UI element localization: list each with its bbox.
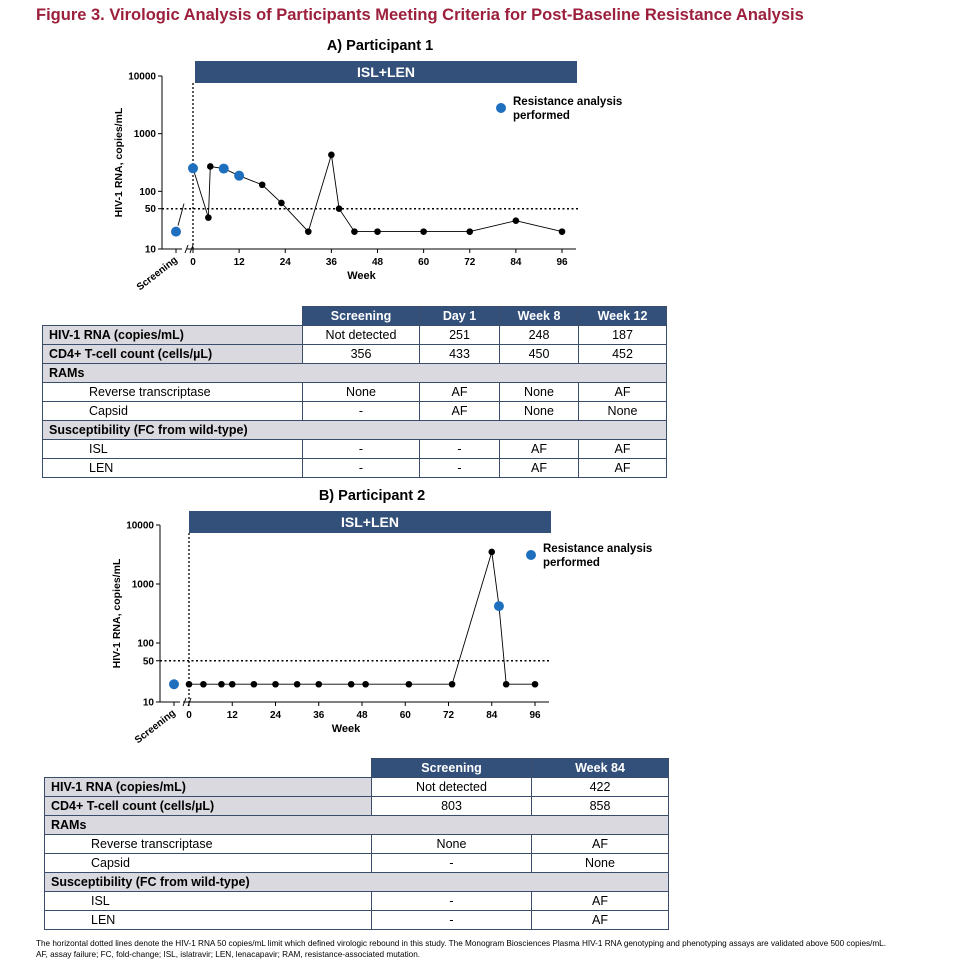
- table-cell-b: AF: [532, 835, 669, 854]
- table-row-label-a: ISL: [43, 440, 303, 459]
- screening-point-b: [169, 679, 179, 689]
- data-point-b: [532, 681, 539, 688]
- table-cell-a: AF: [500, 440, 579, 459]
- resistance-data-point-a: [219, 164, 229, 174]
- table-row-label-b: ISL: [45, 892, 372, 911]
- resistance-data-point-a: [234, 171, 244, 181]
- table-cell-a: AF: [420, 383, 500, 402]
- table-cell-b: AF: [532, 892, 669, 911]
- x-tick-label-a: 24: [279, 257, 291, 268]
- table-cell-b: 858: [532, 797, 669, 816]
- chart-participant-1: [0, 30, 974, 305]
- table-row-b: [45, 911, 669, 930]
- resistance-data-point-a: [188, 163, 198, 173]
- table-cell-b: -: [372, 911, 532, 930]
- data-point-a: [328, 152, 335, 159]
- data-point-b: [348, 681, 355, 688]
- table-cell-b: Not detected: [372, 778, 532, 797]
- table-header-row-a: [43, 307, 667, 326]
- footnote-line-1: The horizontal dotted lines denote the HIV-1 RNA 50 copies/mL limit which defined virologic rebound in this study. The Monogram Biosciences Plasma HIV-1 RNA genotyping and phenotyping assays are validated above 500 copies/mL.: [36, 939, 887, 948]
- legend-marker-b: [526, 550, 536, 560]
- table-cell-a: None: [303, 383, 420, 402]
- table-section-label-b: RAMs: [45, 816, 669, 835]
- screening-tick-label-b: Screening: [132, 707, 178, 747]
- table-row-label-b: LEN: [45, 911, 372, 930]
- table-cell-b: 803: [372, 797, 532, 816]
- table-cell-a: -: [420, 459, 500, 478]
- data-point-b: [218, 681, 225, 688]
- table-cell-a: -: [303, 440, 420, 459]
- table-row-a: [43, 402, 667, 421]
- data-point-a: [305, 228, 312, 235]
- data-point-a: [420, 228, 427, 235]
- data-point-b: [315, 681, 322, 688]
- y-axis-label-a: HIV-1 RNA, copies/mL: [113, 107, 125, 218]
- table-section-row-a: [43, 364, 667, 383]
- table-row-label-b: HIV-1 RNA (copies/mL): [45, 778, 372, 797]
- table-header-cell-a: Day 1: [420, 307, 500, 326]
- table-row-a: [43, 459, 667, 478]
- table-cell-b: None: [532, 854, 669, 873]
- table-cell-b: 422: [532, 778, 669, 797]
- x-tick-label-b: 12: [226, 710, 238, 721]
- data-point-a: [559, 228, 566, 235]
- table-section-label-a: RAMs: [43, 364, 667, 383]
- footnote: [36, 938, 964, 960]
- treatment-bar-label-a: ISL+LEN: [357, 64, 415, 80]
- table-row-label-a: CD4+ T-cell count (cells/µL): [43, 345, 303, 364]
- table-cell-a: 251: [420, 326, 500, 345]
- table-row-b: [45, 797, 669, 816]
- table-cell-a: AF: [579, 440, 667, 459]
- screening-connector-a: [178, 204, 184, 226]
- x-axis-label-a: Week: [347, 270, 376, 282]
- table-section-row-b: [45, 873, 669, 892]
- table-cell-a: None: [500, 402, 579, 421]
- table-row-label-b: Capsid: [45, 854, 372, 873]
- data-point-b: [272, 681, 279, 688]
- table-participant-2: [44, 758, 669, 930]
- table-row-a: [43, 383, 667, 402]
- table-header-blank-a: [43, 307, 303, 326]
- data-point-b: [229, 681, 236, 688]
- legend-label-b: Resistance analysis performed: [543, 543, 653, 569]
- table-cell-a: 187: [579, 326, 667, 345]
- x-tick-label-b: 60: [399, 710, 411, 721]
- x-tick-label-a: 12: [233, 257, 245, 268]
- x-tick-label-b: 48: [356, 710, 368, 721]
- data-point-b: [251, 681, 258, 688]
- table-cell-a: -: [420, 440, 500, 459]
- data-point-a: [205, 214, 212, 221]
- table-row-b: [45, 854, 669, 873]
- table-row-label-a: LEN: [43, 459, 303, 478]
- table-cell-a: AF: [500, 459, 579, 478]
- table-cell-a: AF: [579, 459, 667, 478]
- x-tick-label-b: 72: [442, 710, 455, 721]
- table-cell-a: 433: [420, 345, 500, 364]
- y-tick-label-a: 10000: [128, 71, 156, 83]
- table-section-row-a: [43, 421, 667, 440]
- legend-marker-a: [496, 103, 506, 113]
- table-header-cell-a: Week 8: [500, 307, 579, 326]
- x-tick-label-a: 60: [418, 257, 430, 268]
- table-row-b: [45, 835, 669, 854]
- table-cell-b: -: [372, 854, 532, 873]
- table-row-label-b: CD4+ T-cell count (cells/µL): [45, 797, 372, 816]
- data-point-b: [449, 681, 456, 688]
- data-point-b: [406, 681, 413, 688]
- table-cell-a: 356: [303, 345, 420, 364]
- y-axis-label-b: HIV-1 RNA, copies/mL: [111, 558, 123, 669]
- table-cell-b: -: [372, 892, 532, 911]
- table-cell-a: Not detected: [303, 326, 420, 345]
- resistance-data-point-b: [494, 601, 504, 611]
- data-point-a: [336, 205, 343, 212]
- x-tick-label-a: 96: [556, 257, 568, 268]
- table-row-label-a: Capsid: [43, 402, 303, 421]
- table-header-blank-b: [45, 759, 372, 778]
- x-axis-label-b: Week: [331, 723, 361, 735]
- x-tick-label-a: 72: [464, 257, 476, 268]
- y-tick-label-a: 1000: [133, 129, 156, 141]
- table-header-cell-a: Screening: [303, 307, 420, 326]
- table-cell-a: -: [303, 402, 420, 421]
- x-tick-label-a: 84: [510, 257, 522, 268]
- data-point-b: [186, 681, 193, 688]
- data-point-b: [294, 681, 301, 688]
- x-tick-label-b: 0: [186, 710, 192, 721]
- table-section-row-b: [45, 816, 669, 835]
- table-cell-a: AF: [579, 383, 667, 402]
- table-row-label-a: HIV-1 RNA (copies/mL): [43, 326, 303, 345]
- data-point-b: [503, 681, 510, 688]
- x-tick-label-a: 48: [371, 257, 384, 268]
- table-header-cell-a: Week 12: [579, 307, 667, 326]
- data-point-a: [351, 228, 358, 235]
- table-row-b: [45, 892, 669, 911]
- table-cell-a: None: [500, 383, 579, 402]
- x-tick-label-b: 96: [529, 710, 541, 721]
- series-line-a: [193, 155, 562, 232]
- data-point-b: [488, 549, 495, 556]
- table-row-a: [43, 326, 667, 345]
- x-tick-label-b: 84: [486, 710, 498, 721]
- legend-label-a: Resistance analysis performed: [513, 96, 623, 122]
- table-row-label-a: Reverse transcriptase: [43, 383, 303, 402]
- data-point-a: [207, 163, 214, 170]
- table-cell-a: None: [579, 402, 667, 421]
- table-header-cell-b: Screening: [372, 759, 532, 778]
- table-cell-b: AF: [532, 911, 669, 930]
- screening-tick-label-a: Screening: [134, 254, 180, 294]
- table-row-a: [43, 440, 667, 459]
- y-tick-label-b: 100: [137, 638, 154, 650]
- table-header-cell-b: Week 84: [532, 759, 669, 778]
- data-point-a: [513, 217, 520, 224]
- table-row-label-b: Reverse transcriptase: [45, 835, 372, 854]
- y-tick-label-b: 1000: [131, 579, 154, 591]
- table-row-a: [43, 345, 667, 364]
- x-tick-label-a: 36: [325, 257, 337, 268]
- data-point-a: [466, 228, 473, 235]
- table-row-b: [45, 778, 669, 797]
- x-tick-label-a: 0: [190, 257, 196, 268]
- screening-point-a: [171, 227, 181, 237]
- table-header-row-b: [45, 759, 669, 778]
- data-point-a: [278, 200, 285, 207]
- figure-title: Figure 3. Virologic Analysis of Participants Meeting Criteria for Post-Baseline Resistance Analysis: [36, 6, 804, 24]
- x-tick-label-b: 36: [313, 710, 325, 721]
- y-tick-label-b: 10000: [126, 520, 154, 532]
- chart-title-b: B) Participant 2: [318, 488, 426, 504]
- data-point-a: [374, 228, 381, 235]
- table-cell-a: 452: [579, 345, 667, 364]
- data-point-b: [200, 681, 207, 688]
- y-tick-label-a: 100: [139, 186, 156, 198]
- table-cell-a: -: [303, 459, 420, 478]
- table-participant-2-body: [45, 759, 669, 930]
- treatment-bar-label-b: ISL+LEN: [341, 514, 399, 530]
- chart-participant-2: [0, 480, 974, 755]
- table-cell-a: 248: [500, 326, 579, 345]
- y-tick-label-b: 10: [142, 697, 154, 709]
- table-section-label-a: Susceptibility (FC from wild-type): [43, 421, 667, 440]
- table-cell-a: AF: [420, 402, 500, 421]
- x-tick-label-b: 24: [269, 710, 282, 721]
- y-tick-label-a: 50: [144, 204, 156, 216]
- table-section-label-b: Susceptibility (FC from wild-type): [45, 873, 669, 892]
- table-participant-1: [42, 306, 667, 478]
- table-cell-a: 450: [500, 345, 579, 364]
- series-line-b: [189, 552, 535, 684]
- y-tick-label-a: 10: [144, 244, 156, 256]
- footnote-line-2: AF, assay failure; FC, fold-change; ISL, islatravir; LEN, lenacapavir; RAM, resistance-associated mutation.: [36, 950, 421, 959]
- table-cell-b: None: [372, 835, 532, 854]
- table-participant-1-body: [43, 307, 667, 478]
- data-point-a: [259, 181, 266, 188]
- y-tick-label-b: 50: [142, 656, 154, 668]
- chart-title-a: A) Participant 1: [326, 38, 434, 54]
- data-point-b: [362, 681, 369, 688]
